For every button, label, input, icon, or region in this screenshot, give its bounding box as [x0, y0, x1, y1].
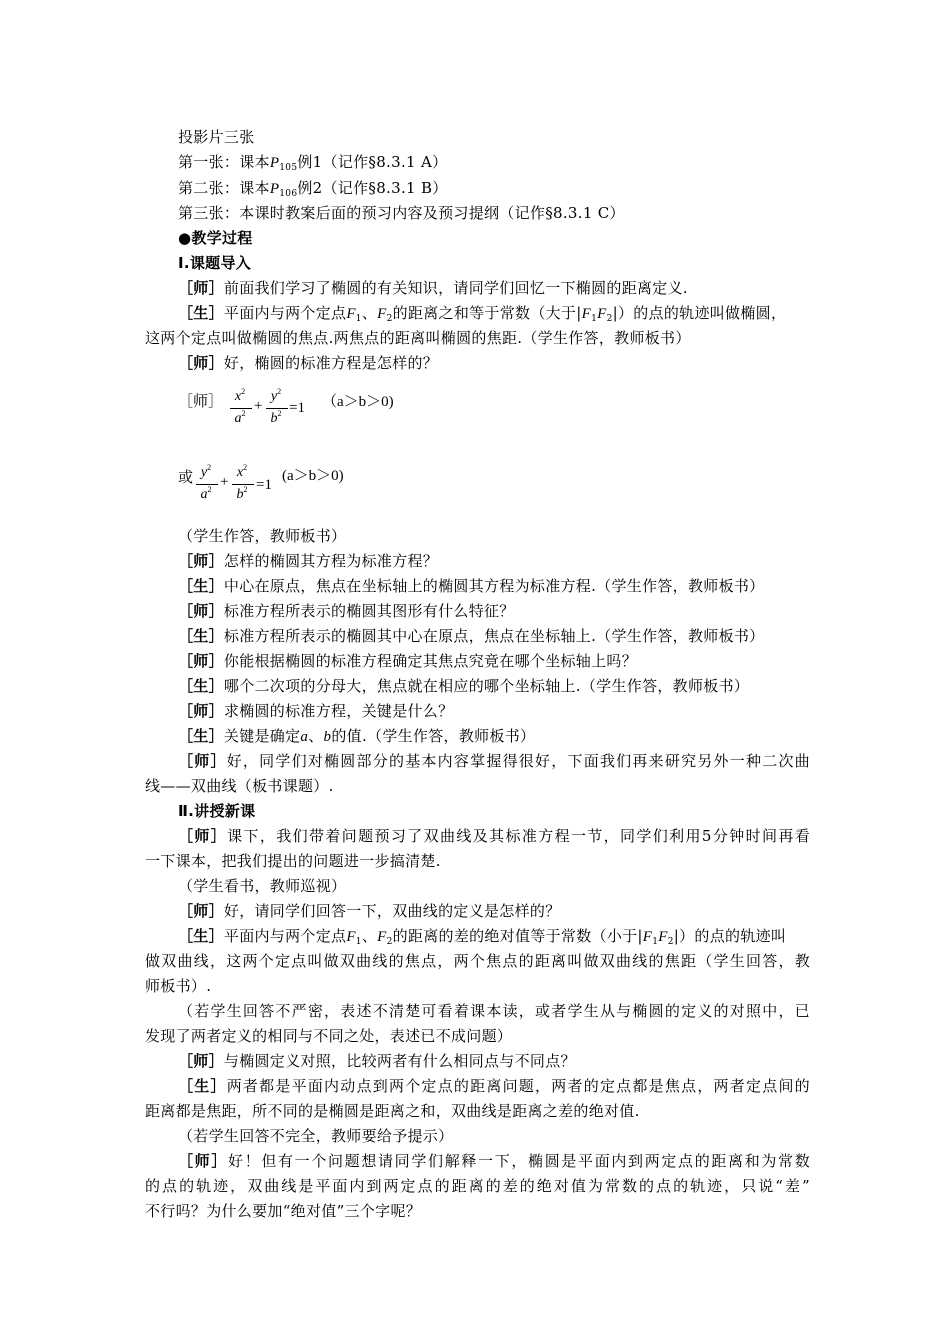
dialogue-line: ［师］怎样的椭圆其方程为标准方程？ [178, 552, 439, 570]
equation-1-condition: （a＞b＞0) [322, 394, 394, 410]
dialogue-line: 做双曲线，这两个定点叫做双曲线的焦点，两个焦点的距离叫做双曲线的焦距（学生回答，教 [145, 952, 810, 970]
equation-2-prefix: 或 [178, 470, 194, 486]
dialogue-line: ［师］课下，我们带着问题预习了双曲线及其标准方程一节，同学们利用5分钟时间再看 [178, 827, 810, 845]
dialogue-line: ［师］好，请同学们回答一下，双曲线的定义是怎样的？ [178, 902, 561, 920]
dialogue-line: ［生］两者都是平面内动点到两个定点的距离问题，两者的定点都是焦点，两者定点间的 [178, 1077, 810, 1095]
dialogue-line: ［生］标准方程所表示的椭圆其中心在原点，焦点在坐标轴上.（学生作答，教师板书） [178, 627, 765, 645]
dialogue-line: 距离都是焦距，所不同的是椭圆是距离之和，双曲线是距离之差的绝对值. [145, 1102, 640, 1120]
document-page: 投影片三张 第一张：课本$P_{105}$例1（记作§8.3.1 A） 第二张：课本$P_{106}$例2（记作§8.3.1 B） 第三张：本课时教案后面的预习内容及预习提纲（记作§8.3.1 C） ●教学过程 Ⅰ.课题导入 ［师］前面我们学习了椭圆的有关知识，请同学们回忆一下椭圆的距离定义. ［生］平面内与两个定点$F_1$、$F_2$的距离之和等于常数（大于$|F_1F_2|$）的点的轨迹叫做椭圆， 这两个定点叫做椭圆的焦点.两焦点的距离叫椭圆的焦距.（学生作答，教师板书） ［师］好，椭圆的标准方程是怎样的？ ［师］ $x^2$ $a^2$ + $y^2$ $b^2$ =1 （a＞b＞0) 或 $y^2$ $a^2$ + $x^2$ $b^2$ =1 (a＞b＞0) （学生作答，教师板书） ［师］怎样的椭圆其方程为标准方程？ ［生］中心在原点，焦点在坐标轴上的椭圆其方程为标准方程.（学生作答，教师板书） ［师］标准方程所表示的椭圆其图形有什么特征？ ［生］标准方程所表示的椭圆其中心在原点，焦点在坐标轴上.（学生作答，教师板书） ［师］你能根据椭圆的标准方程确定其焦点究竟在哪个坐标轴上吗？ ［生］哪个二次项的分母大，焦点就在相应的哪个坐标轴上.（学生作答，教师板书） ［师］求椭圆的标准方程，关键是什么？ ［生］关键是确定a、b的值.（学生作答，教师板书） ［师］好，同学们对椭圆部分的基本内容掌握得很好，下面我们再来研究另外一种二次曲 线——双曲线（板书课题）. Ⅱ.讲授新课 ［师］课下，我们带着问题预习了双曲线及其标准方程一节，同学们利用5分钟时间再看 一下课本，把我们提出的问题进一步搞清楚. （学生看书，教师巡视） ［师］好，请同学们回答一下，双曲线的定义是怎样的？ ［生］平面内与两个定点$F_1$、$F_2$的距离的差的绝对值等于常数（小于$|F_1F_2|$）的点的轨迹叫 做双曲线，这两个定点叫做双曲线的焦点，两个焦点的距离叫做双曲线的焦距（学生回答，教 师板书）. （若学生回答不严密，表述不清楚可看着课本读，或者学生从与椭圆的定义的对照中，已 发现了两者定义的相同与不同之处，表述已不成问题） ［师］与椭圆定义对照，比较两者有什么相同点与不同点？ ［生］两者都是平面内动点到两个定点的距离问题，两者的定点都是焦点，两者定点间的 距离都是焦距，所不同的是椭圆是距离之和，双曲线是距离之差的绝对值. （若学生回答不完全，教师要给予提示） ［师］好！但有一个问题想请同学们解释一下，椭圆是平面内到两定点的距离和为常数 的点的轨迹，双曲线是平面内到两定点的距离的差的绝对值为常数的点的轨迹，只说“差” 不行吗？为什么要加“绝对值”三个字呢？ [0, 0, 950, 1344]
dialogue-line: ［师］你能根据椭圆的标准方程确定其焦点究竟在哪个坐标轴上吗？ [178, 652, 638, 670]
slide-3-line: 第三张：本课时教案后面的预习内容及预习提纲（记作§8.3.1 C） [178, 204, 625, 222]
dialogue-line: ［师］标准方程所表示的椭圆其图形有什么特征？ [178, 602, 515, 620]
dialogue-line: ［师］求椭圆的标准方程，关键是什么？ [178, 702, 454, 720]
dialogue-line: 这两个定点叫做椭圆的焦点.两焦点的距离叫椭圆的焦距.（学生作答，教师板书） [145, 329, 691, 347]
note-line: （若学生回答不完全，教师要给予提示） [178, 1127, 454, 1145]
equation-1-rhs: =1 [289, 400, 305, 416]
dialogue-line: ［师］好，椭圆的标准方程是怎样的？ [178, 354, 439, 372]
plus-sign: + [254, 398, 263, 414]
dialogue-line: ［生］哪个二次项的分母大，焦点就在相应的哪个坐标轴上.（学生作答，教师板书） [178, 677, 750, 695]
equation-2-rhs: =1 [256, 477, 272, 493]
dialogue-line: ［师］好，同学们对椭圆部分的基本内容掌握得很好，下面我们再来研究另外一种二次曲 [178, 752, 810, 770]
process-heading: ●教学过程 [178, 229, 253, 247]
note-line: （若学生回答不严密，表述不清楚可看着课本读，或者学生从与椭圆的定义的对照中，已 [178, 1002, 810, 1020]
dialogue-line: 不行吗？为什么要加“绝对值”三个字呢？ [145, 1202, 422, 1220]
dialogue-line: 师板书）. [145, 977, 212, 995]
dialogue-line: ［生］平面内与两个定点$F_1$、$F_2$的距离的差的绝对值等于常数（小于$|F_1F_2|$）的点的轨迹叫 [178, 927, 787, 947]
dialogue-line: ［生］中心在原点，焦点在坐标轴上的椭圆其方程为标准方程.（学生作答，教师板书） [178, 577, 765, 595]
dialogue-line: ［师］前面我们学习了椭圆的有关知识，请同学们回忆一下椭圆的距离定义. [178, 279, 688, 297]
equation-2-condition: (a＞b＞0) [282, 468, 344, 484]
dialogue-line: ［生］关键是确定a、b的值.（学生作答，教师板书） [178, 727, 536, 745]
dialogue-line: ［师］与椭圆定义对照，比较两者有什么相同点与不同点？ [178, 1052, 576, 1070]
section-2-heading: Ⅱ.讲授新课 [178, 802, 256, 820]
note-line: （学生作答，教师板书） [178, 527, 347, 545]
equation-1-tag: ［师］ [178, 394, 224, 410]
section-1-heading: Ⅰ.课题导入 [178, 254, 252, 272]
slide-2-line: 第二张：课本$P_{106}$例2（记作§8.3.1 B） [178, 179, 448, 199]
note-line: 发现了两者定义的相同与不同之处，表述已不成问题） [145, 1027, 513, 1045]
materials-title: 投影片三张 [178, 128, 255, 146]
dialogue-line: ［生］平面内与两个定点$F_1$、$F_2$的距离之和等于常数（大于$|F_1F_2|$）的点的轨迹叫做椭圆， [178, 304, 787, 324]
note-line: （学生看书，教师巡视） [178, 877, 347, 895]
slide-1-line: 第一张：课本$P_{105}$例1（记作§8.3.1 A） [178, 153, 448, 173]
dialogue-line: 的点的轨迹，双曲线是平面内到两定点的距离的差的绝对值为常数的点的轨迹，只说“差” [145, 1177, 810, 1195]
dialogue-line: ［师］好！但有一个问题想请同学们解释一下，椭圆是平面内到两定点的距离和为常数 [178, 1152, 810, 1170]
dialogue-line: 线——双曲线（板书课题）. [145, 777, 334, 795]
dialogue-line: 一下课本，把我们提出的问题进一步搞清楚. [145, 852, 441, 870]
plus-sign: + [220, 474, 229, 490]
